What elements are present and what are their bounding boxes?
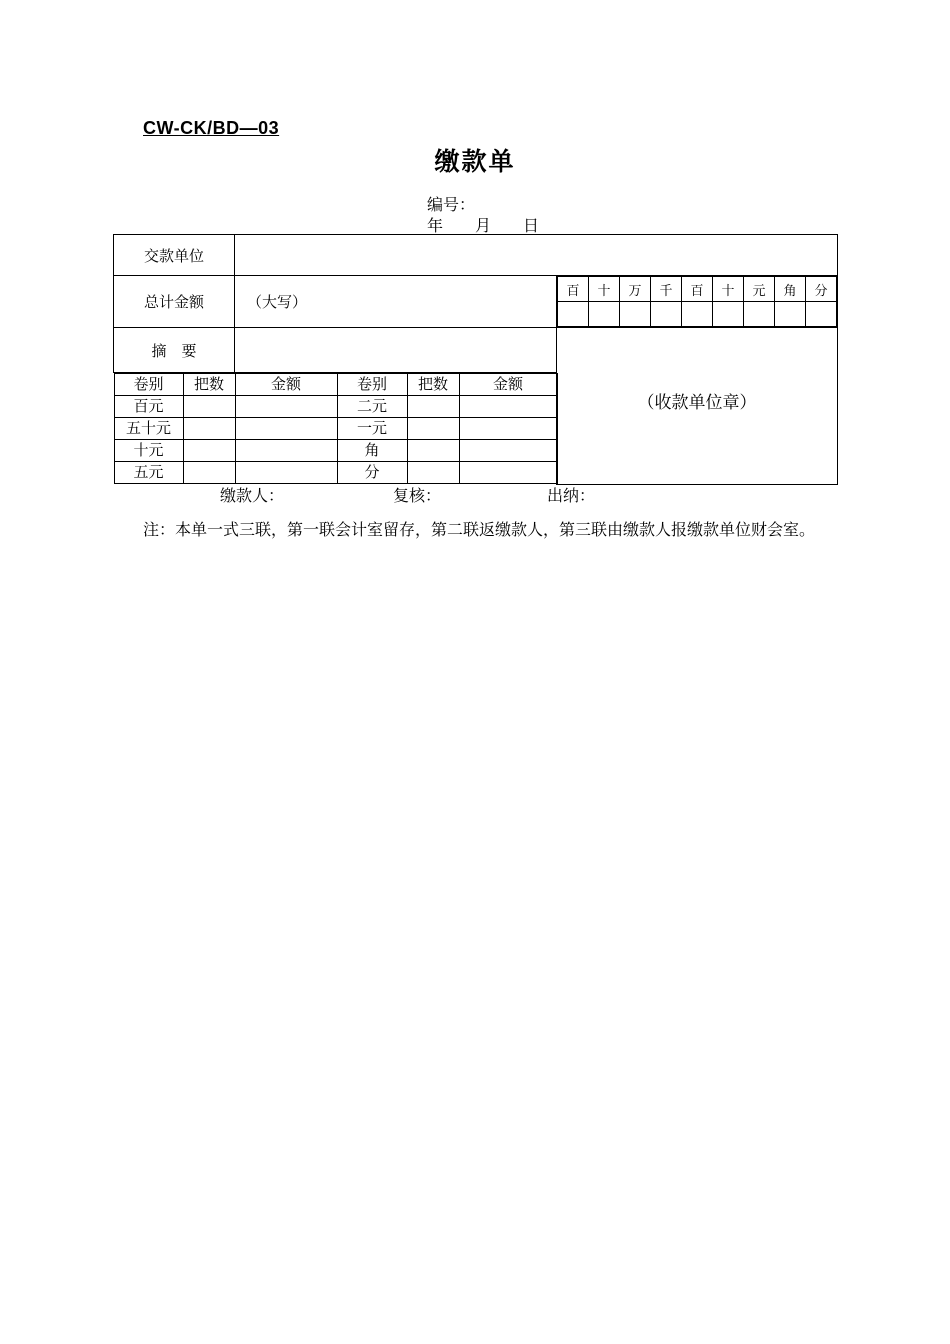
amount-cell[interactable] bbox=[235, 418, 337, 440]
payer-signature-label: 缴款人： bbox=[220, 486, 285, 505]
digit-header: 百 bbox=[558, 277, 589, 302]
cash-header: 金额 bbox=[235, 374, 337, 396]
bundle-count-cell[interactable] bbox=[183, 396, 235, 418]
digit-cell[interactable] bbox=[775, 302, 806, 327]
footnote: 注：本单一式三联，第一联会计室留存，第二联返缴款人，第三联由缴款人报缴款单位财会室。 bbox=[143, 520, 816, 539]
digit-cell[interactable] bbox=[620, 302, 651, 327]
denomination-label: 五十元 bbox=[114, 418, 183, 440]
digit-header: 十 bbox=[589, 277, 620, 302]
amount-cell[interactable] bbox=[459, 418, 557, 440]
amount-cell[interactable] bbox=[235, 396, 337, 418]
digit-header: 分 bbox=[806, 277, 837, 302]
digit-header: 十 bbox=[713, 277, 744, 302]
payer-unit-field[interactable] bbox=[235, 235, 838, 276]
bundle-count-cell[interactable] bbox=[183, 440, 235, 462]
cash-breakdown bbox=[114, 373, 557, 485]
bundle-count-cell[interactable] bbox=[407, 462, 459, 484]
bundle-count-cell[interactable] bbox=[407, 418, 459, 440]
amount-cell[interactable] bbox=[235, 440, 337, 462]
digit-header: 千 bbox=[651, 277, 682, 302]
digit-cell[interactable] bbox=[806, 302, 837, 327]
stamp-area bbox=[557, 328, 838, 485]
denomination-label: 一元 bbox=[337, 418, 407, 440]
denomination-label: 十元 bbox=[114, 440, 183, 462]
bundle-count-cell[interactable] bbox=[407, 440, 459, 462]
form-code: CW-CK/BD—03 bbox=[143, 118, 280, 138]
bundle-count-cell[interactable] bbox=[183, 418, 235, 440]
digit-grid bbox=[557, 276, 838, 328]
amount-cell[interactable] bbox=[235, 462, 337, 484]
capital-amount-field[interactable] bbox=[235, 276, 557, 328]
date-year-label: 年 bbox=[427, 216, 444, 235]
digit-cell[interactable] bbox=[744, 302, 775, 327]
cash-header: 卷别 bbox=[337, 374, 407, 396]
date-day-label: 日 bbox=[523, 216, 540, 235]
reviewer-signature-label: 复核： bbox=[393, 486, 442, 505]
date-month-label: 月 bbox=[475, 216, 492, 235]
digit-header: 百 bbox=[682, 277, 713, 302]
denomination-label: 百元 bbox=[114, 396, 183, 418]
cash-header: 金额 bbox=[459, 374, 557, 396]
digit-header: 万 bbox=[620, 277, 651, 302]
stamp-label: （收款单位章） bbox=[637, 393, 757, 413]
cashier-signature-label: 出纳： bbox=[547, 486, 596, 505]
digit-cell[interactable] bbox=[713, 302, 744, 327]
capital-hint: （大写） bbox=[247, 293, 308, 311]
page-title: 缴款单 bbox=[434, 147, 516, 176]
digit-header: 角 bbox=[775, 277, 806, 302]
number-label: 编号： bbox=[427, 195, 476, 214]
total-amount-label: 总计金额 bbox=[114, 276, 235, 328]
payer-unit-label: 交款单位 bbox=[114, 235, 235, 276]
digit-cell[interactable] bbox=[589, 302, 620, 327]
digit-header: 元 bbox=[744, 277, 775, 302]
digit-cell[interactable] bbox=[682, 302, 713, 327]
digit-cell[interactable] bbox=[558, 302, 589, 327]
cash-header: 卷别 bbox=[114, 374, 183, 396]
bundle-count-cell[interactable] bbox=[407, 396, 459, 418]
summary-label: 摘 要 bbox=[114, 328, 235, 373]
date-line bbox=[427, 213, 567, 236]
digit-cell[interactable] bbox=[651, 302, 682, 327]
amount-cell[interactable] bbox=[459, 462, 557, 484]
payment-form-table bbox=[113, 234, 838, 485]
denomination-label: 角 bbox=[337, 440, 407, 462]
denomination-label: 二元 bbox=[337, 396, 407, 418]
summary-field[interactable] bbox=[235, 328, 557, 373]
denomination-label: 分 bbox=[337, 462, 407, 484]
amount-cell[interactable] bbox=[459, 440, 557, 462]
denomination-label: 五元 bbox=[114, 462, 183, 484]
bundle-count-cell[interactable] bbox=[183, 462, 235, 484]
amount-cell[interactable] bbox=[459, 396, 557, 418]
cash-header: 把数 bbox=[407, 374, 459, 396]
cash-header: 把数 bbox=[183, 374, 235, 396]
